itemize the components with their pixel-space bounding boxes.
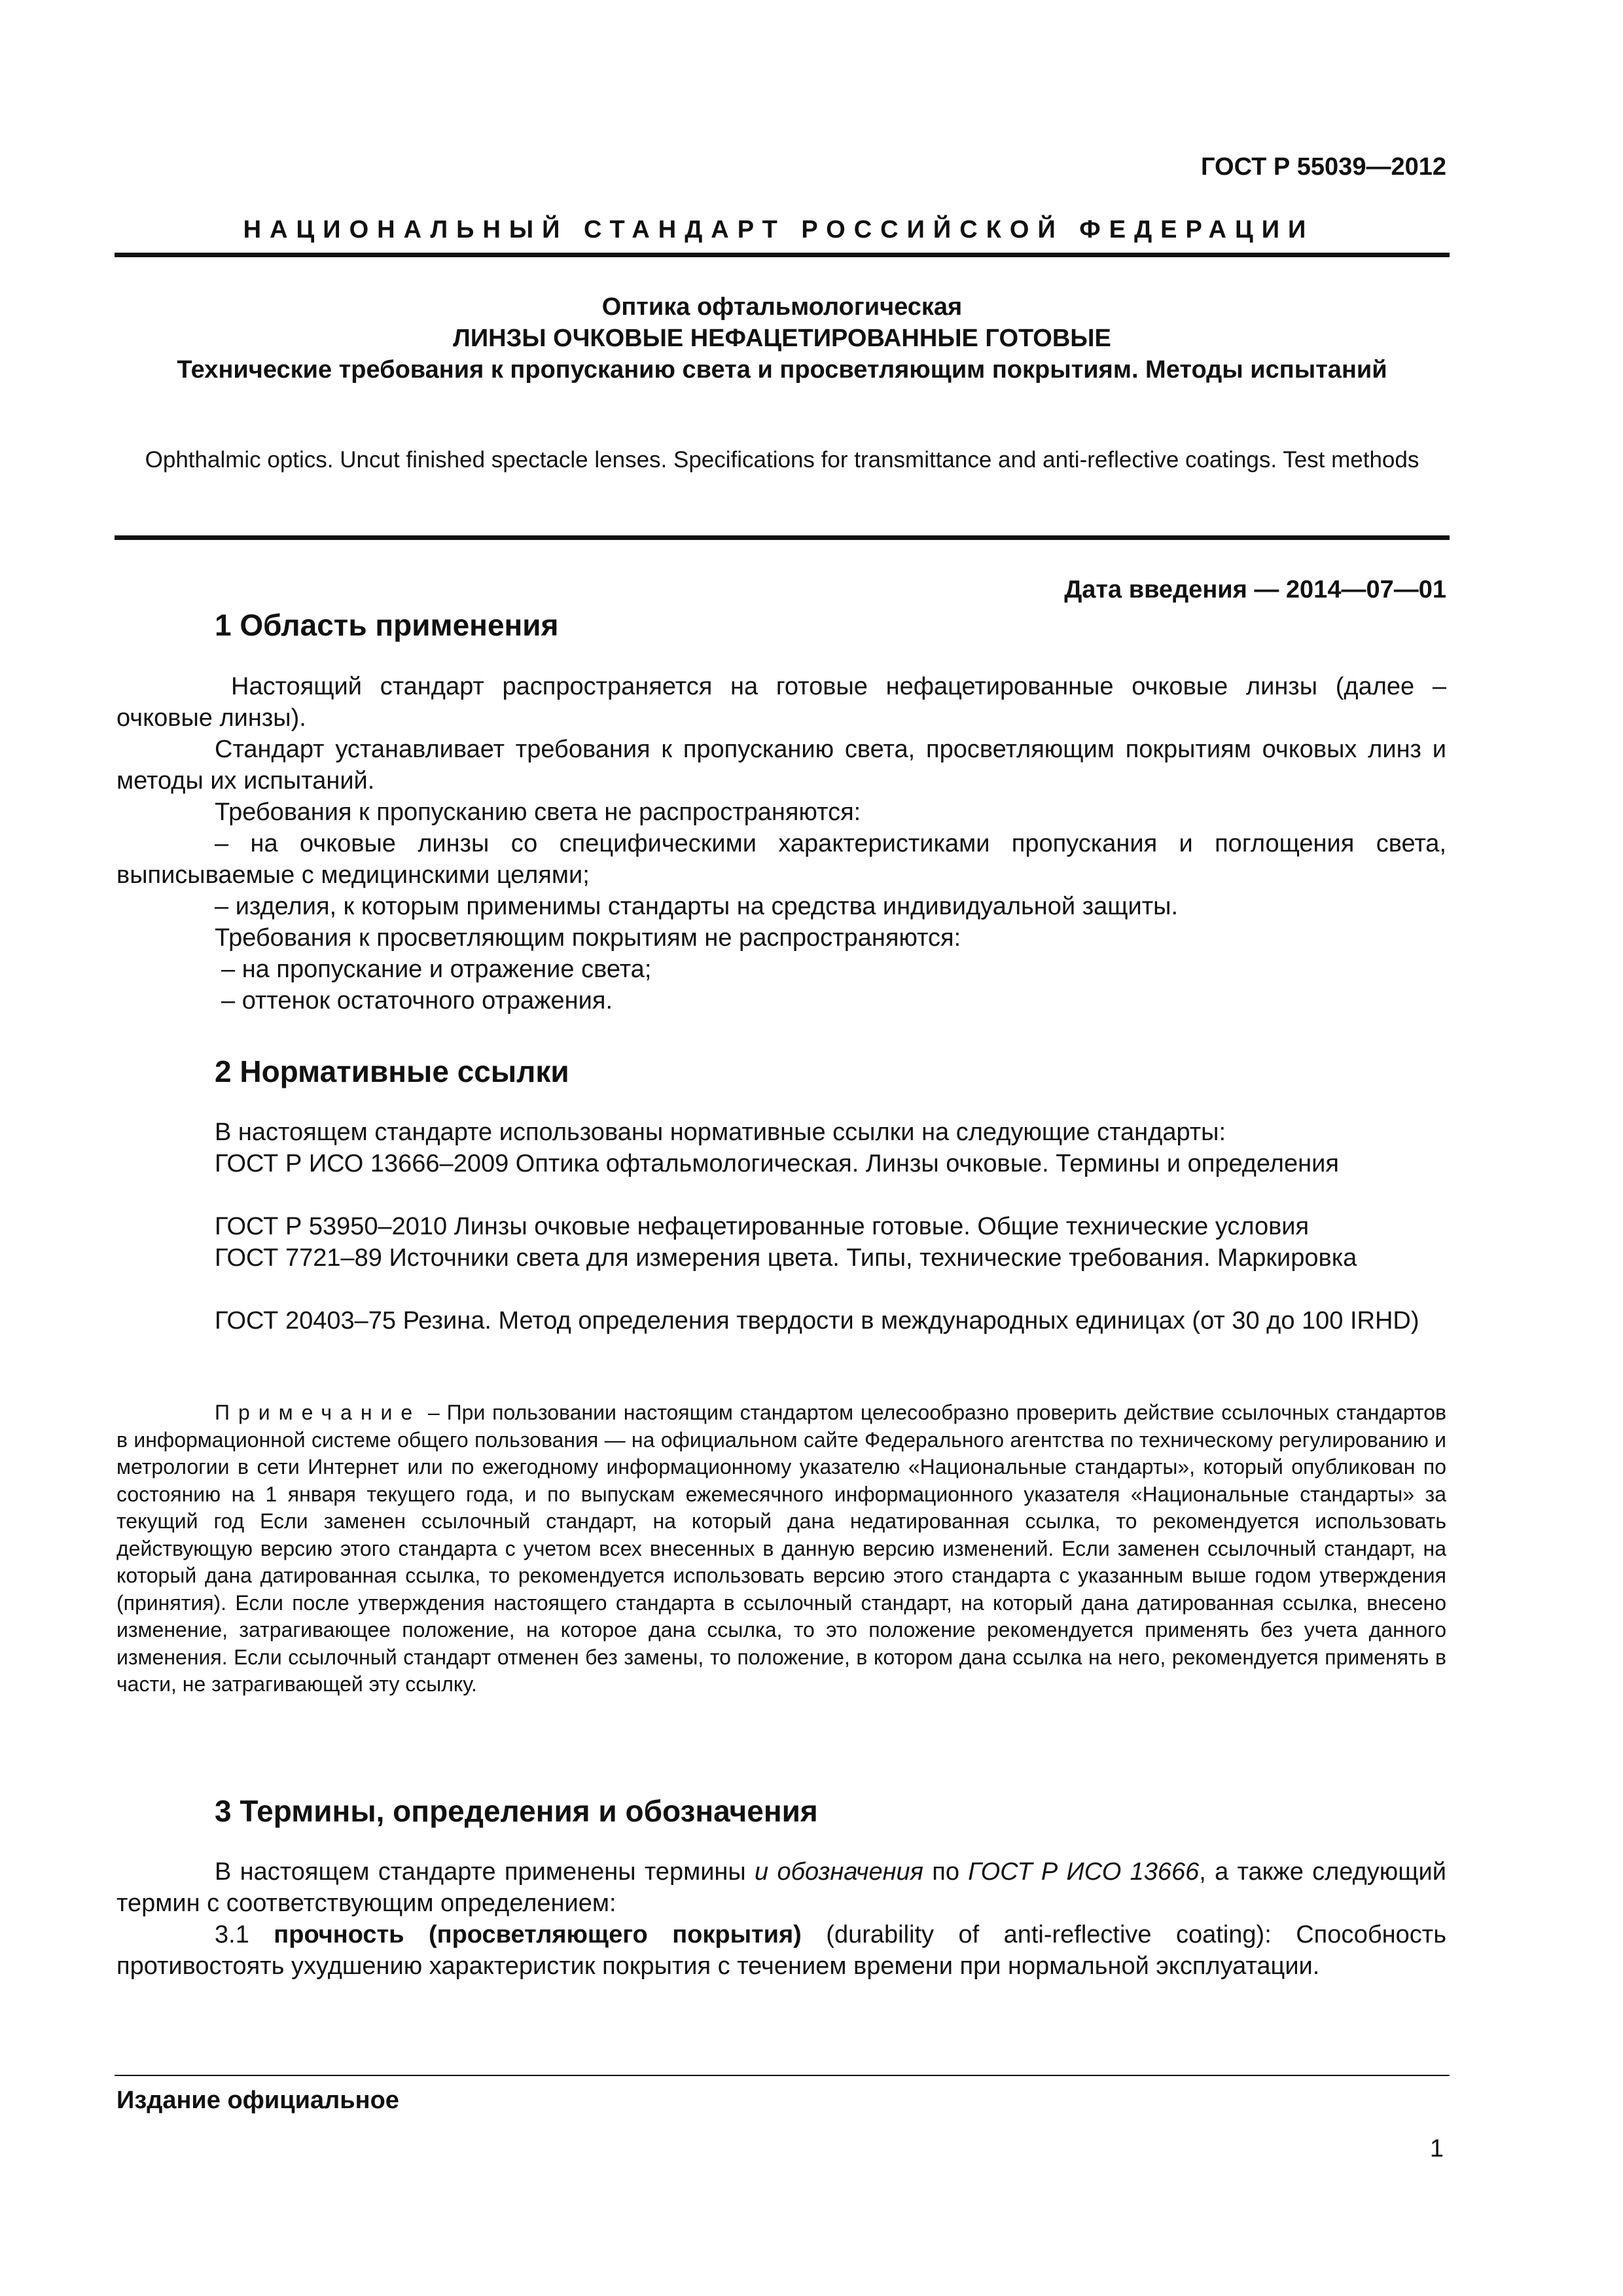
title-line-3: Технические требования к пропусканию света и просветляющим покрытиям. Методы испытаний bbox=[177, 356, 1387, 384]
section-1-list-item: – изделия, к которым применимы стандарты на средства индивидуальной защиты. bbox=[215, 893, 1179, 920]
section-1-paragraph: Требования к просветляющим покрытиям не распространяются: bbox=[215, 924, 961, 952]
note-label: Примечание bbox=[215, 1401, 421, 1424]
document-code: ГОСТ Р 55039—2012 bbox=[1201, 153, 1446, 181]
title-line-2: ЛИНЗЫ ОЧКОВЫЕ НЕФАЦЕТИРОВАННЫЕ ГОТОВЫЕ bbox=[453, 325, 1111, 352]
section-3-paragraph bbox=[116, 1856, 1446, 1919]
section-1-list-item: – оттенок остаточного отражения. bbox=[221, 987, 613, 1014]
section-3-heading: 3 Термины, определения и обозначения bbox=[215, 1794, 818, 1828]
section-1-paragraph: Требования к пропусканию света не распространяются: bbox=[215, 798, 861, 826]
section-2-paragraph: В настоящем стандарте использованы нормативные ссылки на следующие стандарты: bbox=[215, 1119, 1226, 1146]
reference-item: ГОСТ 7721–89 Источники света для измерения цвета. Типы, технические требования. Маркировка bbox=[215, 1244, 1357, 1272]
note-text: – При пользовании настоящим стандартом целесообразно проверить действие ссылочных стандартов в информационной системе общего пользования — на официальном сайте Федерального агентства по техническому регулированию и метрологии в сети Интернет или по ежегодному информационному указателю «Национальные стандарты», который опубликован по состоянию на 1 января текущего года, и по выпускам ежемесячного информационного указателя «Национальные стандарты» за текущий год Если заменен ссылочный стандарт, на который дана недатированная ссылка, то рекомендуется использовать действующую версию этого стандарта с учетом всех внесенных в данную версию изменений. Если заменен ссылочный стандарт, на который дана датированная ссылка, то рекомендуется использовать версию этого стандарта с указанным выше годом утверждения (принятия). Если после утверждения настоящего стандарта в ссылочный стандарт, на который дана датированная ссылка, внесено изменение, затрагивающее положение, на которое дана ссылка, то это положение рекомендуется применять без учета данного изменения. Если ссылочный стандарт отменен без замены, то положение, в котором дана ссылка на него, рекомендуется применять в части, не затрагивающей эту ссылку. bbox=[116, 1401, 1446, 1696]
term-number: 3.1 bbox=[215, 1921, 274, 1948]
footer-rule bbox=[115, 2075, 1450, 2076]
text-run: , а также следующий термин с соответствующим определением: bbox=[116, 1858, 1446, 1917]
header-rule bbox=[115, 253, 1450, 257]
section-1-heading: 1 Область применения bbox=[215, 608, 559, 642]
reference-item: ГОСТ Р 53950–2010 Линзы очковые нефацетированные готовые. Общие технические условия bbox=[215, 1213, 1310, 1240]
reference-item: ГОСТ Р ИСО 13666–2009 Оптика офтальмологическая. Линзы очковые. Термины и определения bbox=[215, 1150, 1339, 1177]
note-paragraph bbox=[116, 1399, 1446, 1698]
standard-banner: НАЦИОНАЛЬНЫЙ СТАНДАРТ РОССИЙСКОЙ ФЕДЕРАЦИИ bbox=[243, 216, 1315, 243]
title-rule bbox=[115, 535, 1450, 540]
section-1-paragraph: Стандарт устанавливает требования к пропусканию света, просветляющим покрытиям очковых линз и методы их испытаний. bbox=[116, 736, 1446, 795]
title-english: Ophthalmic optics. Uncut finished spectacle lenses. Specifications for transmittance and anti-reflective coatings. Test methods bbox=[145, 447, 1419, 473]
page-number: 1 bbox=[1429, 2135, 1444, 2162]
section-1-list-item: – на пропускание и отражение света; bbox=[221, 956, 652, 983]
document-title bbox=[131, 291, 1433, 386]
term-description: (durability of anti-reflective coating): Способность противостоять ухудшению характеристик покрытия с течением времени при нормальной эксплуатации. bbox=[116, 1921, 1446, 1980]
reference-link-text: ГОСТ Р ИСО 13666 bbox=[968, 1858, 1200, 1886]
section-1-list-item: – на очковые линзы со специфическими характеристиками пропускания и поглощения света, выписываемые с медицинскими целями; bbox=[116, 830, 1446, 889]
text-run: по bbox=[923, 1858, 969, 1886]
section-2-heading: 2 Нормативные ссылки bbox=[215, 1054, 569, 1088]
text-run-italic: и обозначения bbox=[755, 1858, 923, 1886]
introduction-date: Дата введения — 2014—07—01 bbox=[1064, 576, 1446, 603]
section-1-paragraph: Настоящий стандарт распространяется на готовые нефацетированные очковые линзы (далее – очковые линзы). bbox=[116, 673, 1446, 732]
title-line-1: Оптика офтальмологическая bbox=[601, 293, 963, 321]
term-definition bbox=[116, 1919, 1446, 1982]
reference-item: ГОСТ 20403–75 Резина. Метод определения твердости в международных единицах (от 30 до 100 IRHD) bbox=[215, 1307, 1419, 1335]
text-run: В настоящем стандарте применены термины bbox=[215, 1858, 755, 1886]
edition-label: Издание официальное bbox=[116, 2087, 399, 2114]
term-name: прочность (просветляющего покрытия) bbox=[274, 1921, 802, 1948]
